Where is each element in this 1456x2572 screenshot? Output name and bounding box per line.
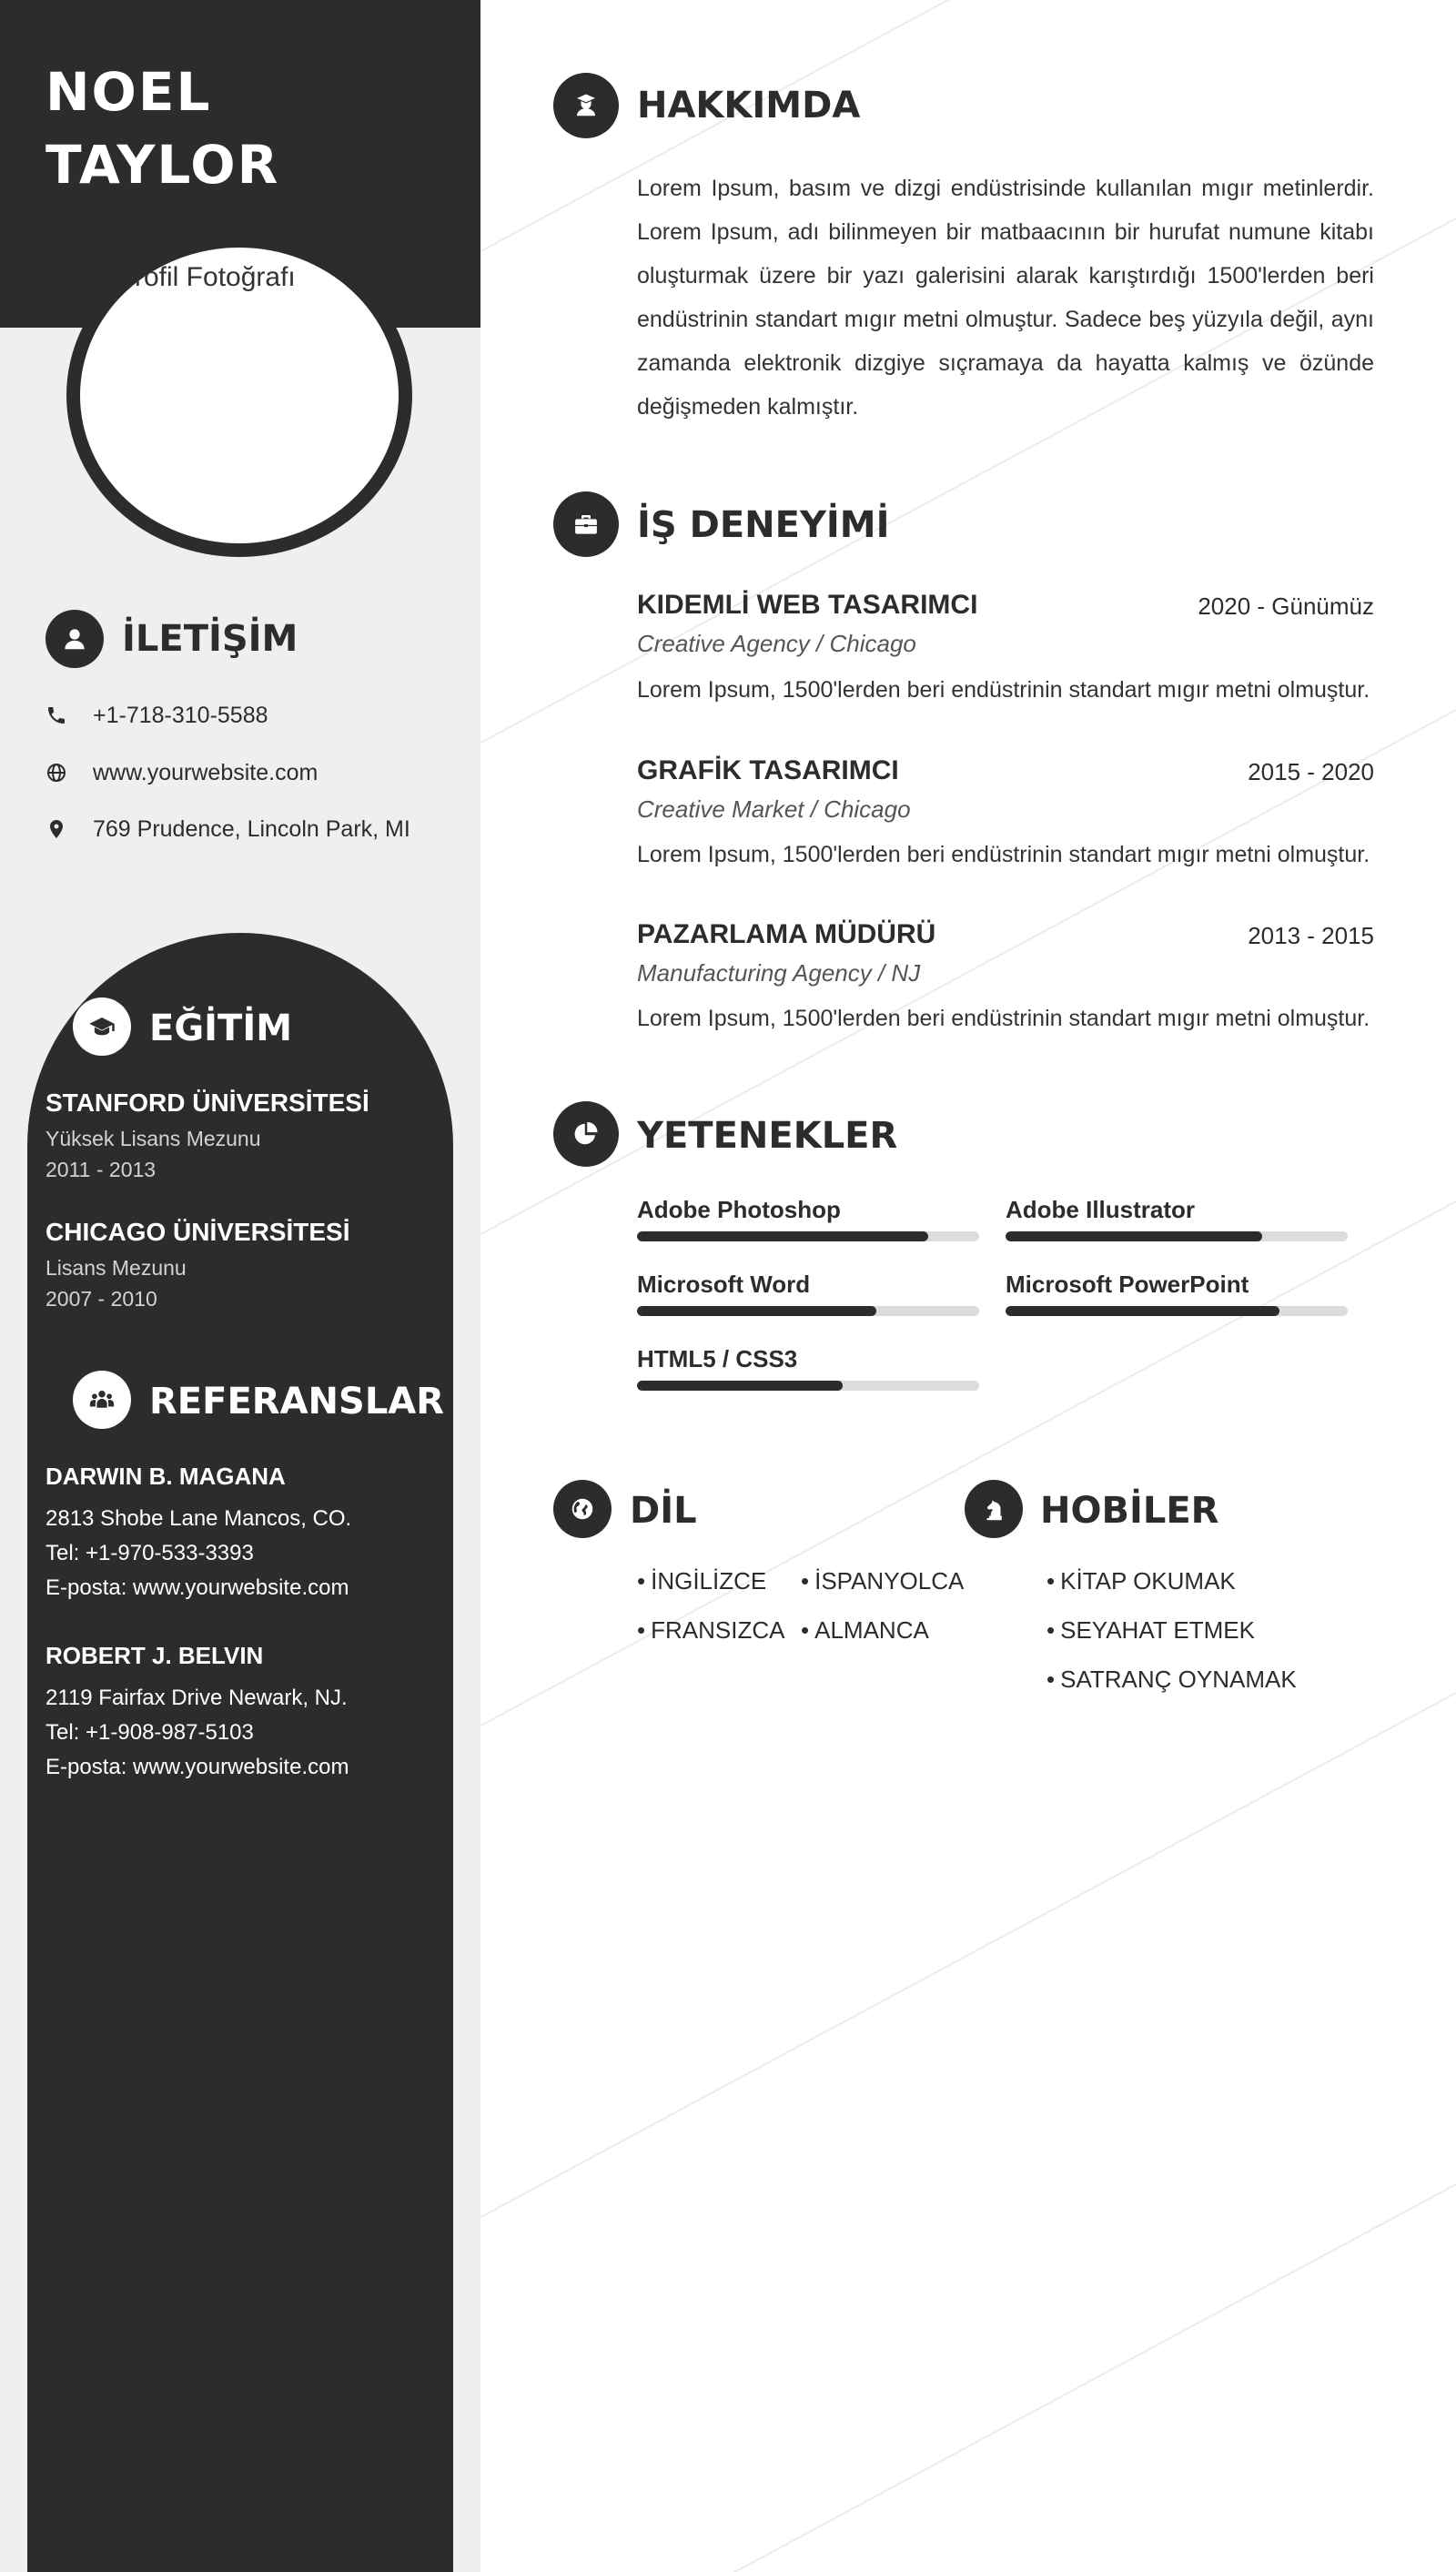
reference-phone: Tel: +1-908-987-5103 xyxy=(46,1720,254,1745)
language-item: • ALMANCA xyxy=(801,1616,929,1645)
job-date: 2013 - 2015 xyxy=(1248,922,1374,949)
contact-website-text: www.yourwebsite.com xyxy=(93,759,318,785)
globe-icon xyxy=(553,1480,612,1538)
education-years: 2007 - 2010 xyxy=(46,1287,157,1311)
reference-name: ROBERT J. BELVIN xyxy=(46,1642,264,1669)
job-date: 2020 - Günümüz xyxy=(1198,592,1374,620)
hobby-item: • SATRANÇ OYNAMAK xyxy=(1046,1666,1297,1694)
reference-phone: Tel: +1-970-533-3393 xyxy=(46,1541,254,1565)
job-title: KIDEMLİ WEB TASARIMCI xyxy=(637,590,978,620)
skill-bar-track xyxy=(1006,1231,1348,1241)
skill-bar-track xyxy=(1006,1306,1348,1316)
language-item: • İNGİLİZCE xyxy=(637,1567,766,1595)
first-name: NOEL xyxy=(46,61,212,123)
skill-bar-fill xyxy=(637,1381,843,1391)
job-description: Lorem Ipsum, 1500'lerden beri endüstrinin standart mıgır metni olmuştur. xyxy=(637,1006,1370,1031)
education-school: CHICAGO ÜNİVERSİTESİ xyxy=(46,1218,350,1246)
graduate-user-icon xyxy=(553,73,619,138)
briefcase-icon xyxy=(553,491,619,557)
hobby-item: • SEYAHAT ETMEK xyxy=(1046,1616,1255,1645)
skill-bar-fill xyxy=(1006,1306,1279,1316)
skill-name: HTML5 / CSS3 xyxy=(637,1345,798,1372)
profile-photo-alt-text: Profil Fotoğrafı xyxy=(116,262,296,292)
about-text: Lorem Ipsum, basım ve dizgi endüstrisinde kullanılan mıgır metinlerdir. Lorem Ipsum, adı bilinmeyen bir matbaacının bir hurufat numune kitabı oluşturmak üzere bir yazı galerisini alarak karıştırdığı 1500'lerden beri endüstrinin standart mıgır metni olmuştur. Sadece beş yüzyıla değil, aynı zamanda elektronik dizgiye sıçramaya da hayatta kalmış ve özünde değişmeden kalmıştır. xyxy=(637,176,1374,420)
chess-knight-icon xyxy=(965,1480,1023,1538)
job-company: Creative Market / Chicago xyxy=(637,795,911,823)
skill-bar-fill xyxy=(637,1231,928,1241)
contact-title: İLETİŞİM xyxy=(122,618,298,660)
skill-name: Adobe Illustrator xyxy=(1006,1196,1196,1223)
hobby-item: • KİTAP OKUMAK xyxy=(1046,1567,1236,1595)
contact-address-text: 769 Prudence, Lincoln Park, MI xyxy=(93,815,410,842)
about-title: HAKKIMDA xyxy=(637,85,861,127)
last-name: TAYLOR xyxy=(46,134,280,196)
education-degree: Yüksek Lisans Mezunu xyxy=(46,1127,261,1150)
skill-item xyxy=(1006,1271,1348,1316)
job-date: 2015 - 2020 xyxy=(1248,758,1374,785)
reference-address: 2119 Fairfax Drive Newark, NJ. xyxy=(46,1686,348,1710)
skill-item xyxy=(637,1271,979,1316)
contact-phone-text: +1-718-310-5588 xyxy=(93,702,268,728)
skill-bar-fill xyxy=(1006,1231,1262,1241)
education-title: EĞİTİM xyxy=(149,1008,293,1049)
language-item: • İSPANYOLCA xyxy=(801,1567,964,1595)
reference-email: E-posta: www.yourwebsite.com xyxy=(46,1755,349,1779)
reference-address: 2813 Shobe Lane Mancos, CO. xyxy=(46,1506,352,1531)
skill-item xyxy=(1006,1196,1348,1241)
skill-bar-track xyxy=(637,1231,979,1241)
education-school: STANFORD ÜNİVERSİTESİ xyxy=(46,1089,369,1117)
pie-chart-icon xyxy=(553,1101,619,1167)
skill-name: Microsoft PowerPoint xyxy=(1006,1271,1249,1298)
job-company: Creative Agency / Chicago xyxy=(637,630,916,657)
skill-item xyxy=(637,1196,979,1241)
reference-name: DARWIN B. MAGANA xyxy=(46,1463,286,1490)
references-title: REFERANSLAR xyxy=(149,1381,445,1423)
job-title: PAZARLAMA MÜDÜRÜ xyxy=(637,919,936,949)
skills-title: YETENEKLER xyxy=(637,1115,898,1157)
job-company: Manufacturing Agency / NJ xyxy=(637,959,921,987)
skill-item xyxy=(637,1345,979,1391)
hobbies-title: HOBİLER xyxy=(1040,1490,1219,1532)
job-title: GRAFİK TASARIMCI xyxy=(637,755,899,785)
education-degree: Lisans Mezunu xyxy=(46,1256,187,1280)
languages-title: DİL xyxy=(630,1490,697,1532)
skill-bar-fill xyxy=(637,1306,876,1316)
skill-bar-track xyxy=(637,1306,979,1316)
skill-bar-track xyxy=(637,1381,979,1391)
reference-email: E-posta: www.yourwebsite.com xyxy=(46,1575,349,1600)
skill-name: Adobe Photoshop xyxy=(637,1196,841,1223)
education-years: 2011 - 2013 xyxy=(46,1158,157,1181)
skill-name: Microsoft Word xyxy=(637,1271,811,1298)
language-item: • FRANSIZCA xyxy=(637,1616,784,1645)
job-description: Lorem Ipsum, 1500'lerden beri endüstrinin standart mıgır metni olmuştur. xyxy=(637,842,1370,867)
job-description: Lorem Ipsum, 1500'lerden beri endüstrinin standart mıgır metni olmuştur. xyxy=(637,677,1370,703)
experience-title: İŞ DENEYİMİ xyxy=(637,504,890,546)
